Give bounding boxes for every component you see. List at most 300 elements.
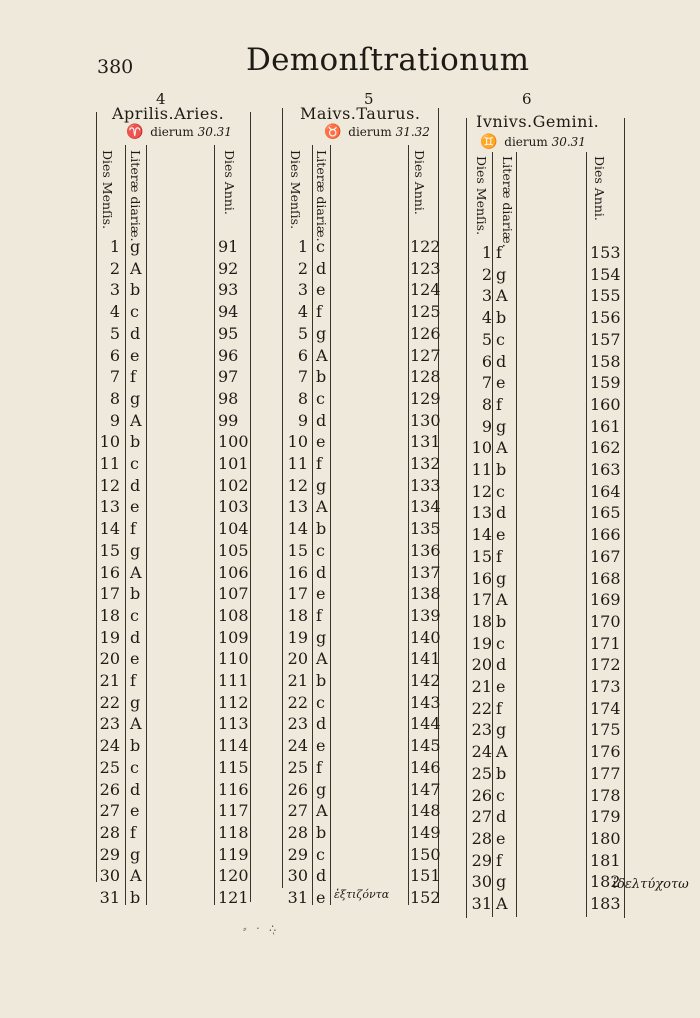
- dominical-letter: d: [496, 807, 507, 827]
- dominical-letter: A: [496, 590, 508, 610]
- dominical-letter: d: [496, 503, 507, 523]
- day-of-month: 10: [471, 438, 492, 458]
- day-of-month: 1: [109, 237, 120, 256]
- dominical-letter: f: [130, 671, 136, 690]
- day-of-year: 122: [410, 237, 441, 256]
- day-of-year: 183: [590, 894, 621, 913]
- dominical-letter: f: [130, 367, 136, 387]
- day-of-month: 15: [287, 540, 308, 560]
- table-number: 4: [156, 90, 166, 108]
- dominical-letter: g: [316, 475, 327, 495]
- dominical-letter: c: [130, 454, 139, 473]
- rule-left: [282, 108, 283, 888]
- day-of-month: 20: [287, 649, 308, 669]
- dominical-letter: e: [130, 345, 140, 365]
- day-of-year: 118: [218, 822, 249, 842]
- day-of-month: 6: [481, 351, 492, 371]
- dominical-letter: b: [316, 367, 327, 387]
- day-of-year: 96: [218, 345, 239, 365]
- day-of-month: 17: [99, 584, 120, 604]
- day-of-month: 19: [99, 627, 120, 647]
- dominical-letter: f: [496, 394, 502, 414]
- day-of-year: 158: [590, 351, 621, 371]
- dominical-letter: e: [130, 649, 140, 669]
- handwritten-note: ἐξτιζόντα: [334, 888, 390, 901]
- day-of-year: 152: [410, 888, 441, 907]
- dominical-letter: c: [316, 844, 325, 864]
- day-of-month: 15: [471, 546, 492, 566]
- day-of-month: 4: [481, 308, 492, 328]
- day-of-month: 13: [471, 503, 492, 523]
- dominical-letter: d: [130, 627, 141, 647]
- day-of-month: 11: [471, 460, 492, 479]
- day-of-month: 11: [99, 454, 120, 473]
- day-of-month: 23: [471, 720, 492, 740]
- day-of-year: 127: [410, 345, 441, 365]
- day-of-month: 29: [99, 844, 120, 864]
- dominical-letter: A: [130, 562, 142, 582]
- day-of-month: 27: [287, 801, 308, 821]
- dominical-letter: e: [316, 584, 326, 604]
- dominical-letter: e: [496, 373, 506, 393]
- day-of-year: 137: [410, 562, 441, 582]
- gemini-sign-icon: ♊: [480, 134, 498, 150]
- days-value: 30.31: [551, 135, 586, 149]
- day-of-month: 25: [471, 763, 492, 783]
- dominical-letter: b: [130, 584, 141, 604]
- day-of-year: 102: [218, 475, 249, 495]
- day-of-year: 157: [590, 329, 621, 349]
- day-of-year: 97: [218, 367, 239, 387]
- table-number: 6: [522, 90, 532, 108]
- dominical-letter: f: [496, 243, 502, 262]
- dominical-letter: g: [130, 237, 141, 256]
- dominical-letter: g: [130, 388, 141, 408]
- day-of-month: 8: [109, 388, 120, 408]
- table-number: 5: [364, 90, 374, 108]
- dominical-letter: e: [496, 525, 506, 545]
- dominical-letter: g: [496, 872, 507, 892]
- rule-right: [624, 118, 625, 918]
- rule-annual: [408, 145, 409, 905]
- running-title: Demonſtrationum: [246, 42, 530, 78]
- dominical-letter: c: [316, 388, 325, 408]
- day-of-month: 21: [99, 671, 120, 690]
- day-of-month: 12: [99, 475, 120, 495]
- day-of-month: 21: [287, 671, 308, 690]
- day-of-month: 13: [287, 497, 308, 517]
- day-of-year: 103: [218, 497, 249, 517]
- day-of-year: 146: [410, 757, 441, 777]
- day-of-year: 94: [218, 302, 239, 322]
- dominical-letter: d: [130, 779, 141, 799]
- day-of-year: 136: [410, 540, 441, 560]
- day-of-month: 16: [471, 568, 492, 588]
- day-of-month: 20: [99, 649, 120, 669]
- dominical-letter: e: [316, 736, 326, 756]
- dominical-letter: e: [316, 280, 326, 300]
- day-of-month: 10: [287, 432, 308, 452]
- dominical-letter: d: [316, 866, 327, 886]
- day-of-year: 156: [590, 308, 621, 328]
- dominical-letter: A: [496, 742, 508, 762]
- day-of-year: 129: [410, 388, 441, 408]
- days-count: [126, 124, 232, 140]
- day-of-year: 123: [410, 258, 441, 278]
- col-header-annual: Dies Anni.: [222, 150, 237, 215]
- dominical-letter: e: [496, 828, 506, 848]
- day-of-year: 160: [590, 394, 621, 414]
- day-of-year: 128: [410, 367, 441, 387]
- day-of-year: 113: [218, 714, 249, 734]
- days-label: dierum: [504, 135, 548, 149]
- day-of-month: 6: [109, 345, 120, 365]
- day-of-year: 159: [590, 373, 621, 393]
- dominical-letter: g: [316, 779, 327, 799]
- day-of-year: 151: [410, 866, 441, 886]
- day-of-month: 12: [471, 481, 492, 501]
- dominical-letter: b: [130, 736, 141, 756]
- day-of-year: 114: [218, 736, 249, 756]
- dominical-letter: d: [316, 410, 327, 430]
- day-of-year: 138: [410, 584, 441, 604]
- day-of-year: 180: [590, 828, 621, 848]
- day-of-year: 139: [410, 605, 441, 625]
- day-of-month: 28: [99, 822, 120, 842]
- day-of-month: 7: [109, 367, 120, 387]
- day-of-year: 174: [590, 698, 621, 718]
- dominical-letter: c: [316, 692, 325, 712]
- day-of-year: 104: [218, 519, 249, 539]
- dominical-letter: f: [316, 454, 322, 473]
- dominical-letter: f: [496, 698, 502, 718]
- day-of-year: 179: [590, 807, 621, 827]
- day-of-year: 167: [590, 546, 621, 566]
- day-of-year: 92: [218, 258, 239, 278]
- day-of-month: 1: [481, 243, 492, 262]
- day-of-year: 109: [218, 627, 249, 647]
- day-of-month: 17: [471, 590, 492, 610]
- day-of-month: 3: [109, 280, 120, 300]
- day-of-month: 7: [481, 373, 492, 393]
- day-of-month: 22: [287, 692, 308, 712]
- dominical-letter: f: [130, 519, 136, 539]
- day-of-month: 31: [99, 888, 120, 907]
- dominical-letter: d: [316, 562, 327, 582]
- day-of-month: 25: [287, 757, 308, 777]
- day-of-month: 14: [99, 519, 120, 539]
- day-of-year: 98: [218, 388, 239, 408]
- day-of-year: 148: [410, 801, 441, 821]
- day-of-year: 121: [218, 888, 249, 907]
- day-of-month: 18: [99, 605, 120, 625]
- dominical-letter: b: [130, 280, 141, 300]
- day-of-month: 15: [99, 540, 120, 560]
- day-of-year: 168: [590, 568, 621, 588]
- footer-mark: ⸗ · ∴ͅ: [243, 922, 280, 935]
- aries-sign-icon: ♈: [126, 124, 144, 140]
- day-of-month: 11: [287, 454, 308, 473]
- day-of-year: 142: [410, 671, 441, 690]
- day-of-year: 153: [590, 243, 621, 262]
- day-of-month: 18: [471, 611, 492, 631]
- dominical-letter: c: [496, 329, 505, 349]
- col-header-day: Dies Menſis.: [288, 150, 303, 230]
- dominical-letter: d: [496, 655, 507, 675]
- day-of-month: 9: [481, 416, 492, 436]
- day-of-year: 130: [410, 410, 441, 430]
- day-of-month: 26: [287, 779, 308, 799]
- dominical-letter: g: [496, 264, 507, 284]
- month-title: Maivs.Taurus.: [300, 104, 421, 123]
- day-of-year: 95: [218, 323, 239, 343]
- day-of-year: 115: [218, 757, 249, 777]
- month-title: Ivnivs.Gemini.: [476, 112, 600, 131]
- dominical-letter: A: [130, 714, 142, 734]
- day-of-month: 23: [99, 714, 120, 734]
- day-of-month: 14: [471, 525, 492, 545]
- dominical-letter: b: [496, 460, 507, 479]
- day-of-month: 12: [287, 475, 308, 495]
- col-header-letter: Literæ diariæ.: [128, 150, 143, 242]
- day-of-month: 16: [287, 562, 308, 582]
- day-of-month: 31: [287, 888, 308, 907]
- day-of-month: 28: [287, 822, 308, 842]
- day-of-month: 19: [471, 633, 492, 653]
- day-of-year: 170: [590, 611, 621, 631]
- day-of-month: 10: [99, 432, 120, 452]
- days-value: 31.32: [395, 125, 430, 139]
- day-of-month: 31: [471, 894, 492, 913]
- day-of-month: 5: [109, 323, 120, 343]
- dominical-letter: g: [130, 692, 141, 712]
- dominical-letter: b: [496, 611, 507, 631]
- day-of-year: 149: [410, 822, 441, 842]
- day-of-month: 23: [287, 714, 308, 734]
- day-of-month: 9: [297, 410, 308, 430]
- day-of-month: 16: [99, 562, 120, 582]
- day-of-month: 24: [287, 736, 308, 756]
- rule-left: [466, 118, 467, 918]
- dominical-letter: A: [316, 649, 328, 669]
- dominical-letter: b: [496, 763, 507, 783]
- day-of-year: 108: [218, 605, 249, 625]
- dominical-letter: g: [130, 844, 141, 864]
- dominical-letter: A: [316, 801, 328, 821]
- dominical-letter: e: [316, 888, 326, 907]
- day-of-year: 125: [410, 302, 441, 322]
- day-of-year: 162: [590, 438, 621, 458]
- day-of-year: 126: [410, 323, 441, 343]
- dominical-letter: g: [496, 416, 507, 436]
- day-of-year: 131: [410, 432, 441, 452]
- day-of-year: 177: [590, 763, 621, 783]
- dominical-letter: e: [496, 677, 506, 696]
- day-of-year: 181: [590, 850, 621, 870]
- day-of-year: 110: [218, 649, 249, 669]
- dominical-letter: g: [316, 323, 327, 343]
- dominical-letter: f: [316, 757, 322, 777]
- dominical-letter: b: [130, 432, 141, 452]
- col-header-letter: Literæ diariæ.: [314, 150, 329, 242]
- dominical-letter: b: [316, 519, 327, 539]
- day-of-year: 100: [218, 432, 249, 452]
- dominical-letter: g: [496, 720, 507, 740]
- dominical-letter: A: [496, 438, 508, 458]
- day-of-year: 154: [590, 264, 621, 284]
- day-of-month: 17: [287, 584, 308, 604]
- day-of-year: 175: [590, 720, 621, 740]
- day-of-month: 26: [471, 785, 492, 805]
- dominical-letter: d: [316, 714, 327, 734]
- dominical-letter: A: [496, 286, 508, 306]
- rule-annual: [586, 152, 587, 917]
- day-of-year: 112: [218, 692, 249, 712]
- day-of-month: 19: [287, 627, 308, 647]
- day-of-year: 147: [410, 779, 441, 799]
- dominical-letter: b: [130, 888, 141, 907]
- day-of-month: 28: [471, 828, 492, 848]
- day-of-year: 144: [410, 714, 441, 734]
- day-of-month: 24: [99, 736, 120, 756]
- day-of-month: 22: [99, 692, 120, 712]
- rule-day: [492, 152, 493, 917]
- day-of-month: 4: [297, 302, 308, 322]
- day-of-year: 155: [590, 286, 621, 306]
- dominical-letter: c: [496, 785, 505, 805]
- day-of-year: 111: [218, 671, 249, 690]
- day-of-year: 101: [218, 454, 249, 473]
- dominical-letter: A: [130, 410, 142, 430]
- day-of-month: 5: [481, 329, 492, 349]
- dominical-letter: c: [130, 757, 139, 777]
- day-of-year: 166: [590, 525, 621, 545]
- dominical-letter: g: [496, 568, 507, 588]
- day-of-month: 21: [471, 677, 492, 696]
- taurus-sign-icon: ♉: [324, 124, 342, 140]
- day-of-year: 93: [218, 280, 239, 300]
- days-label: dierum: [150, 125, 194, 139]
- day-of-month: 25: [99, 757, 120, 777]
- day-of-year: 134: [410, 497, 441, 517]
- margin-note: ἰδελτύχοτω: [612, 877, 689, 892]
- day-of-year: 124: [410, 280, 441, 300]
- day-of-year: 91: [218, 237, 239, 256]
- dominical-letter: f: [316, 605, 322, 625]
- rule-annual: [214, 145, 215, 905]
- day-of-year: 107: [218, 584, 249, 604]
- day-of-year: 117: [218, 801, 249, 821]
- day-of-month: 3: [481, 286, 492, 306]
- day-of-year: 173: [590, 677, 621, 696]
- dominical-letter: e: [316, 432, 326, 452]
- days-label: dierum: [348, 125, 392, 139]
- dominical-letter: d: [130, 323, 141, 343]
- day-of-year: 99: [218, 410, 239, 430]
- day-of-month: 27: [99, 801, 120, 821]
- rule-letter: [146, 145, 147, 905]
- rule-day: [125, 145, 126, 905]
- dominical-letter: d: [316, 258, 327, 278]
- day-of-month: 30: [471, 872, 492, 892]
- day-of-month: 24: [471, 742, 492, 762]
- dominical-letter: b: [316, 671, 327, 690]
- dominical-letter: g: [130, 540, 141, 560]
- day-of-month: 3: [297, 280, 308, 300]
- day-of-month: 30: [287, 866, 308, 886]
- day-of-month: 26: [99, 779, 120, 799]
- day-of-month: 30: [99, 866, 120, 886]
- dominical-letter: A: [496, 894, 508, 913]
- dominical-letter: c: [130, 605, 139, 625]
- day-of-year: 119: [218, 844, 249, 864]
- dominical-letter: g: [316, 627, 327, 647]
- col-header-annual: Dies Anni.: [592, 156, 607, 221]
- rule-letter: [330, 145, 331, 905]
- day-of-month: 6: [297, 345, 308, 365]
- day-of-year: 150: [410, 844, 441, 864]
- day-of-month: 29: [471, 850, 492, 870]
- dominical-letter: c: [316, 237, 325, 256]
- day-of-year: 164: [590, 481, 621, 501]
- day-of-year: 140: [410, 627, 441, 647]
- day-of-month: 2: [109, 258, 120, 278]
- col-header-day: Dies Menſis.: [100, 150, 115, 230]
- rule-letter: [516, 152, 517, 917]
- dominical-letter: b: [496, 308, 507, 328]
- col-header-day: Dies Menſis.: [474, 156, 489, 236]
- dominical-letter: A: [130, 258, 142, 278]
- day-of-year: 178: [590, 785, 621, 805]
- dominical-letter: A: [316, 345, 328, 365]
- day-of-month: 18: [287, 605, 308, 625]
- day-of-year: 120: [218, 866, 249, 886]
- days-count: [480, 134, 586, 150]
- dominical-letter: c: [130, 302, 139, 322]
- day-of-year: 182: [590, 872, 621, 892]
- day-of-month: 14: [287, 519, 308, 539]
- dominical-letter: e: [130, 497, 140, 517]
- day-of-year: 171: [590, 633, 621, 653]
- day-of-month: 9: [109, 410, 120, 430]
- dominical-letter: c: [496, 633, 505, 653]
- day-of-month: 2: [297, 258, 308, 278]
- day-of-month: 2: [481, 264, 492, 284]
- day-of-year: 133: [410, 475, 441, 495]
- day-of-month: 29: [287, 844, 308, 864]
- day-of-month: 1: [297, 237, 308, 256]
- days-count: [324, 124, 430, 140]
- day-of-month: 20: [471, 655, 492, 675]
- dominical-letter: f: [496, 850, 502, 870]
- day-of-month: 8: [481, 394, 492, 414]
- day-of-month: 8: [297, 388, 308, 408]
- days-value: 30.31: [197, 125, 232, 139]
- dominical-letter: f: [496, 546, 502, 566]
- day-of-month: 27: [471, 807, 492, 827]
- month-title: Aprilis.Aries.: [112, 104, 225, 123]
- day-of-year: 141: [410, 649, 441, 669]
- dominical-letter: c: [316, 540, 325, 560]
- day-of-year: 105: [218, 540, 249, 560]
- day-of-year: 172: [590, 655, 621, 675]
- day-of-month: 22: [471, 698, 492, 718]
- dominical-letter: f: [316, 302, 322, 322]
- day-of-month: 5: [297, 323, 308, 343]
- day-of-year: 169: [590, 590, 621, 610]
- day-of-month: 13: [99, 497, 120, 517]
- page-number: 380: [97, 56, 134, 78]
